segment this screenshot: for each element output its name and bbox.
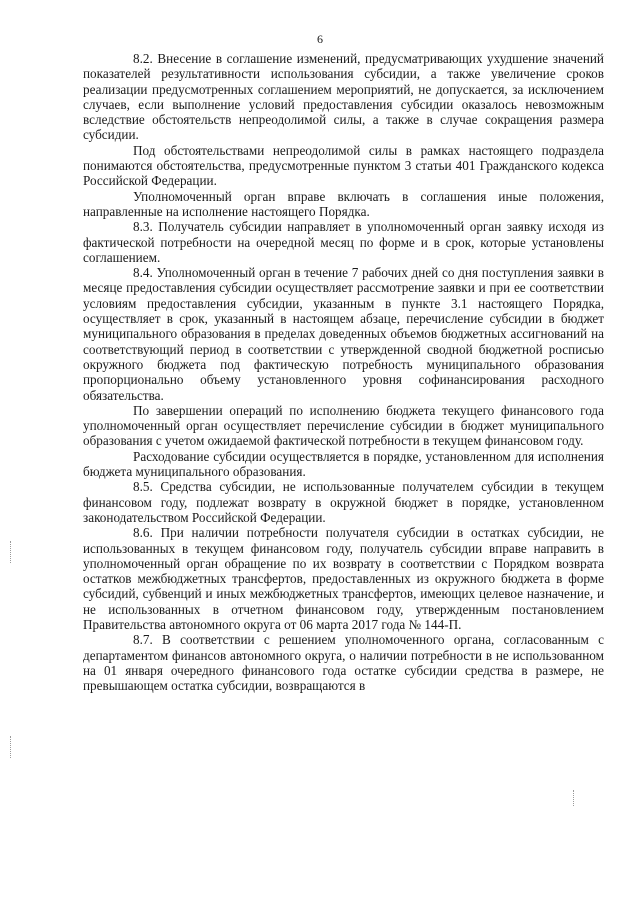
paragraph-8-2: 8.2. Внесение в соглашение изменений, предусматривающих ухудшение значений показателей результативности использования субсидии, а также увеличение сроков реализации предусмотренных соглашением мероприятий, не допускается, за исключением случаев, если выполнение условий предоставления субсидии оказалось невозможным вследствие обстоятельств непреодолимой силы, а также в случае сокращения размера субсидии. <box>83 51 604 143</box>
paragraph-8-4: 8.4. Уполномоченный орган в течение 7 рабочих дней со дня поступления заявки в месяце предоставления субсидии осуществляет рассмотрение заявки и при ее соответствии условиям предоставления субсидии, указанным в пункте 3.1 настоящего Порядка, осуществляет в срок, указанный в настоящем абзаце, перечисление субсидии в бюджет муниципального образования в пределах доведенных объемов бюджетных ассигнований на соответствующий период в соответствии с утвержденной сводной бюджетной росписью окружного бюджета под фактическую потребность муниципального образования пропорционально объему установленного уровня софинансирования расходного обязательства. <box>83 265 604 403</box>
paragraph-8-5: 8.5. Средства субсидии, не использованные получателем субсидии в текущем финансовом году, подлежат возврату в окружной бюджет в порядке, установленном законодательством Российской Федерации. <box>83 479 604 525</box>
document-body <box>83 51 604 693</box>
paragraph-spending-order: Расходование субсидии осуществляется в порядке, установленном для исполнения бюджета муниципального образования. <box>83 448 604 480</box>
paragraph-year-end-transfer: По завершении операций по исполнению бюджета текущего финансового года уполномоченный орган осуществляет перечисление субсидии в бюджет муниципального образования с учетом ожидаемой фактической потребности в текущем финансовом году. <box>83 402 604 449</box>
paragraph-force-majeure: Под обстоятельствами непреодолимой силы в рамках настоящего подраздела понимаются обстоятельства, предусмотренные пунктом 3 статьи 401 Гражданского кодекса Российской Федерации. <box>83 142 604 189</box>
margin-scan-mark <box>10 541 11 563</box>
paragraph-8-6: 8.6. При наличии потребности получателя субсидии в остатках субсидии, не использованных в текущем финансовом году, получатель субсидии вправе направить в уполномоченный орган обращение по их возврату в соответствии с Порядком возврата остатков межбюджетных трансфертов, предоставленных из окружного бюджета в форме субсидий, субвенций и иных межбюджетных трансфертов, имеющих целевое назначение, и не использованных в отчетном финансовом году, утвержденным постановлением Правительства автономного округа от 06 марта 2017 года № 144-П. <box>83 525 604 632</box>
margin-scan-mark <box>10 736 11 758</box>
page-number: 6 <box>317 32 323 46</box>
paragraph-8-3: 8.3. Получатель субсидии направляет в уполномоченный орган заявку исходя из фактической потребности на очередной месяц по форме и в срок, которые установлены соглашением. <box>83 219 604 265</box>
margin-scan-mark <box>573 790 574 806</box>
paragraph-other-provisions: Уполномоченный орган вправе включать в соглашения иные положения, направленные на исполнение настоящего Порядка. <box>83 188 604 219</box>
paragraph-8-7: 8.7. В соответствии с решением уполномоченного органа, согласованным с департаментом финансов автономного округа, о наличии потребности в не использованном на 01 января очередного финансового года остатке субсидии средства в размере, не превышающем остатка субсидии, возвращаются в <box>83 632 604 694</box>
